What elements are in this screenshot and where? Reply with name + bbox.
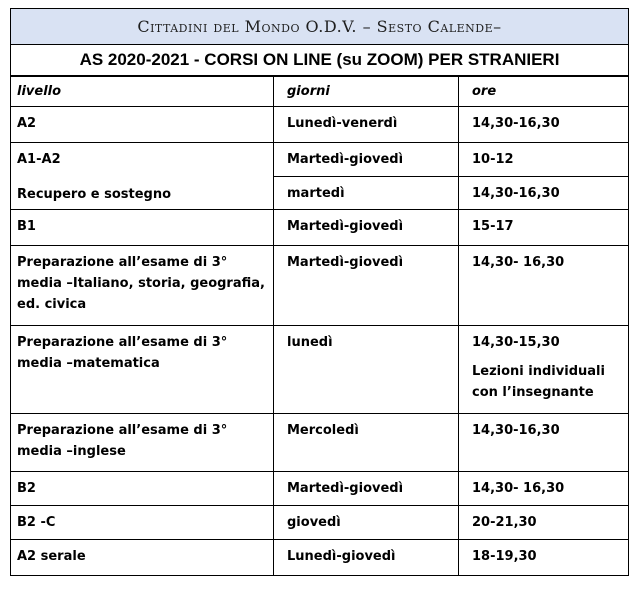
table-header-row <box>11 77 629 107</box>
organization-title: Cittadini del Mondo O.D.V. – Sesto Calende– <box>10 8 629 45</box>
cell-livello: A2 serale <box>11 540 274 576</box>
cell-livello: Preparazione all’esame di 3° media –inglese <box>11 414 274 472</box>
cell-giorni: Mercoledì <box>274 414 459 472</box>
table-row <box>11 143 629 177</box>
cell-livello-extra: Recupero e sostegno <box>17 187 172 202</box>
table-row <box>11 210 629 246</box>
cell-ore: 10-12 <box>459 143 629 177</box>
cell-ore: 15-17 <box>459 210 629 246</box>
cell-ore: 14,30- 16,30 <box>459 472 629 506</box>
cell-ore-text: 14,30-15,30 <box>472 335 560 350</box>
document <box>10 8 629 576</box>
table-row <box>11 107 629 143</box>
schedule-table <box>10 76 629 576</box>
cell-livello: Preparazione all’esame di 3° media –Italiano, storia, geografia, ed. civica <box>11 246 274 326</box>
cell-ore-note: Lezioni individuali con l’insegnante <box>472 364 605 400</box>
cell-livello: A2 <box>11 107 274 143</box>
cell-ore: 14,30-16,30 <box>459 414 629 472</box>
cell-giorni: martedì <box>274 176 459 210</box>
cell-giorni: giovedì <box>274 506 459 540</box>
cell-giorni: Martedì-giovedì <box>274 472 459 506</box>
table-row <box>11 326 629 414</box>
cell-livello <box>11 143 274 210</box>
column-header-giorni: giorni <box>274 77 459 107</box>
table-row <box>11 540 629 576</box>
column-header-ore: ore <box>459 77 629 107</box>
column-header-livello: livello <box>11 77 274 107</box>
cell-livello: Preparazione all’esame di 3° media –matematica <box>11 326 274 414</box>
table-row <box>11 506 629 540</box>
cell-ore <box>459 326 629 414</box>
cell-livello: B2 <box>11 472 274 506</box>
cell-ore: 14,30-16,30 <box>459 176 629 210</box>
course-title: AS 2020-2021 - CORSI ON LINE (su ZOOM) PER STRANIERI <box>10 45 629 76</box>
cell-ore: 18-19,30 <box>459 540 629 576</box>
cell-giorni: Lunedì-venerdì <box>274 107 459 143</box>
cell-livello-text: A1-A2 <box>17 152 61 167</box>
table-row <box>11 414 629 472</box>
cell-ore: 14,30-16,30 <box>459 107 629 143</box>
cell-giorni: Martedì-giovedì <box>274 143 459 177</box>
cell-giorni: Lunedì-giovedì <box>274 540 459 576</box>
table-row <box>11 472 629 506</box>
cell-livello: B2 -C <box>11 506 274 540</box>
table-row <box>11 246 629 326</box>
cell-ore: 14,30- 16,30 <box>459 246 629 326</box>
cell-giorni: lunedì <box>274 326 459 414</box>
cell-ore: 20-21,30 <box>459 506 629 540</box>
cell-giorni: Martedì-giovedì <box>274 210 459 246</box>
cell-giorni: Martedì-giovedì <box>274 246 459 326</box>
cell-livello: B1 <box>11 210 274 246</box>
